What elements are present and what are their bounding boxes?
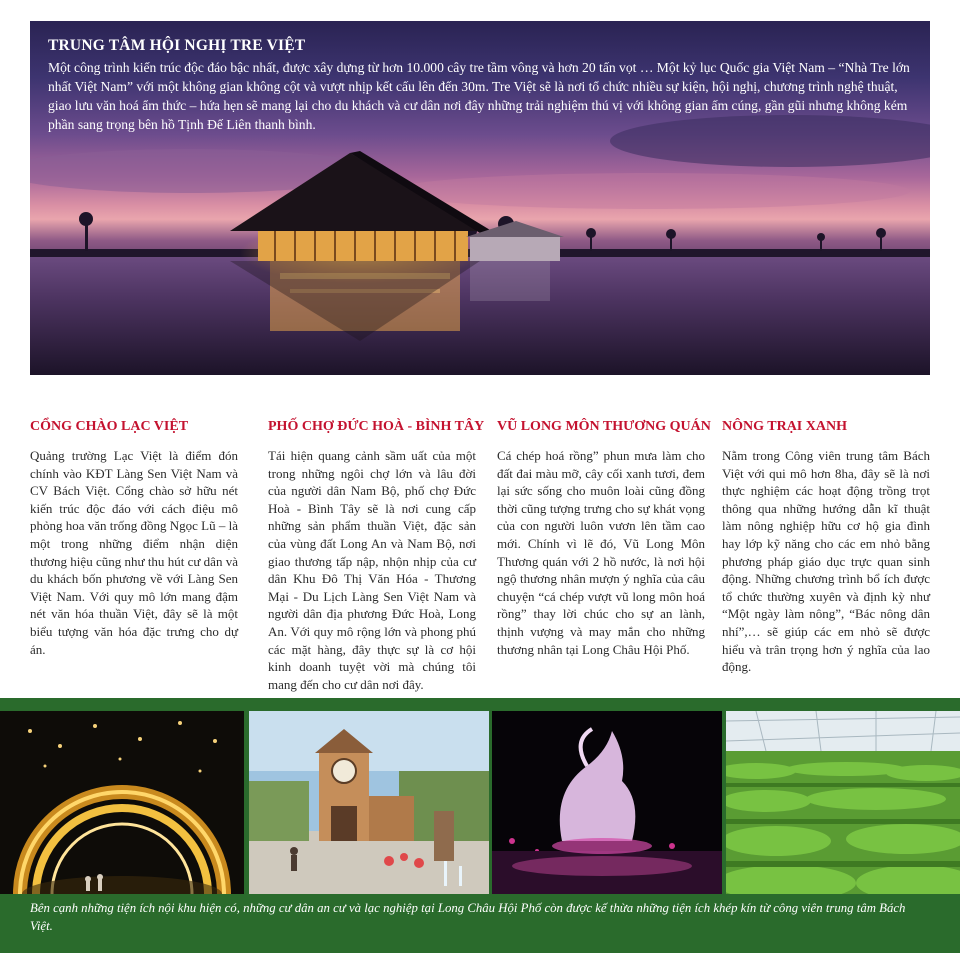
column-title: NÔNG TRẠI XANH bbox=[722, 419, 847, 434]
column-body: Cá chép hoá rồng” phun mưa làm cho đất đai màu mỡ, cây cối xanh tươi, đem lại sức sống cho muôn loài cũng đồng thời cũng tượng trưng cho sự khát vọng của con người luôn vươn lên tầm cao mới. Chính vì lẽ đó, Vũ Long Môn Thương quán với 2 hồ nước, là nơi hội ngộ thương nhân mượn ý nghĩa của câu chuyện “cá chép vượt vũ long môn hoá rồng” thay lời chúc cho sự an lành, thịnh vượng và may mắn cho những thương nhân tại Long Châu Hội Phố. bbox=[497, 448, 705, 657]
column-body: Nằm trong Công viên trung tâm Bách Việt với qui mô hơn 8ha, đây sẽ là nơi thực nghiệm các hoạt động trồng trọt thông qua những hướng dẫn kĩ thuật làm nông nghiệp hữu cơ hộ gia đình hay lớp kỹ năng cho các em nhỏ bằng phương pháp giáo dục trực quan sinh động. Những chương trình bổ ích được tổ chức thường xuyên và định kỳ như “Một ngày làm nông”, “Bác nông dân nhí”,… sẽ giúp các em nhỏ sẽ được hiểu và trân trọng hơn ý nghĩa của lao động. bbox=[722, 448, 930, 675]
photo-green-farm-greenhouse bbox=[726, 711, 960, 894]
footer-caption: Bên cạnh những tiện ích nội khu hiện có, những cư dân an cư và lạc nghiệp tại Long Châu Hội Phố còn được kế thừa những tiện ích khép kín từ công viên trung tâm Bách Việt. bbox=[30, 901, 906, 933]
column-vu-long-mon bbox=[497, 419, 711, 658]
hero-text bbox=[48, 37, 918, 134]
column-body: Quảng trường Lạc Việt là điểm đón chính vào KĐT Làng Sen Việt Nam và CV Bách Việt. Cổng chào sở hữu nét kiến trúc độc đáo với cách điệu mô phỏng hoa văn trống đồng Ngọc Lũ – là một trong những điểm nhận diện thương hiệu cũng như thu hút cư dân và du khách bốn phương về với Làng Sen Việt Nam. Với quy mô lớn mang đậm nét văn hóa thuần Việt, đây sẽ là một biểu tượng văn hóa đặc trưng cho dự án. bbox=[30, 448, 238, 657]
column-body: Tái hiện quang cảnh sầm uất của một trong những ngôi chợ lớn và lâu đời của người dân Nam Bộ, phố chợ Đức Hoà - Bình Tây sẽ là nơi cung cấp những sản phẩm thuần Việt, đặc sản của vùng đất Long An và Nam Bộ, nơi giao thương tấp nập, nhộn nhịp của cư dân Khu Đô Thị Văn Hóa - Thương Mại - Du Lịch Làng Sen Việt Nam và người dân địa phương Đức Hoà, Long An. Với quy mô rộng lớn và phong phú các mặt hàng, đây thực sự là cơ hội kinh doanh tuyệt vời mà chúng tôi mang đến cho cư dân nơi đây. bbox=[268, 448, 476, 692]
hero-photo-bamboo-hall bbox=[30, 21, 930, 375]
photo-carp-dragon-statue bbox=[492, 711, 722, 894]
column-cong-chao-lac-viet bbox=[30, 419, 238, 658]
feature-columns bbox=[30, 419, 930, 692]
column-title: CỔNG CHÀO LẠC VIỆT bbox=[30, 419, 189, 434]
column-title: VŨ LONG MÔN THƯƠNG QUÁN bbox=[497, 419, 711, 434]
photo-strip bbox=[0, 711, 960, 894]
hero-title: TRUNG TÂM HỘI NGHỊ TRE VIỆT bbox=[48, 37, 306, 54]
column-nong-trai-xanh bbox=[722, 419, 930, 676]
hero-body: Một công trình kiến trúc độc đáo bậc nhất, được xây dựng từ hơn 10.000 cây tre tầm vông và hơn 20 tấn vọt … Một kỷ lục Quốc gia Việt Nam – “Nhà Tre lớn nhất Việt Nam” với một không gian không cột và vượt nhịp kết cấu lên đến 30m. Tre Việt sẽ là nơi tổ chức nhiều sự kiện, hội nghị, chương trình nghệ thuật, giao lưu văn hoá ẩm thức – hứa hẹn sẽ mang lại cho du khách và cư dân nơi đây những trải nghiệm thú vị với không gian ấm cúng, gần gũi nhưng không kém phần sang trọng bên hồ Tịnh Đế Liên thanh bình. bbox=[48, 60, 910, 132]
photo-market-clock-tower bbox=[249, 711, 489, 894]
column-pho-cho-duc-hoa bbox=[268, 419, 485, 693]
column-title: PHỐ CHỢ ĐỨC HOÀ - BÌNH TÂY bbox=[268, 419, 485, 434]
photo-lac-viet-gate bbox=[0, 711, 244, 894]
